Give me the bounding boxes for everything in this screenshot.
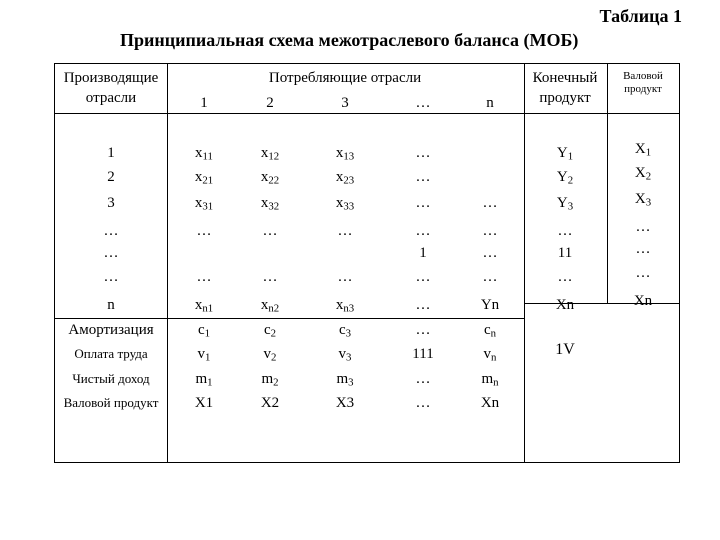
table-cell: $c_3$ bbox=[338, 322, 352, 340]
row-label: … bbox=[103, 269, 119, 285]
gross-product-cell: … bbox=[635, 265, 651, 281]
final-product-cell: $Y_3$ bbox=[556, 195, 574, 213]
table-cell: $x_{n2}$ bbox=[260, 297, 280, 315]
row-label: 3 bbox=[107, 195, 115, 211]
table-cell: $x_{n1}$ bbox=[194, 297, 214, 315]
table-cell: … bbox=[196, 223, 212, 239]
header-producing: Производящие отрасли bbox=[63, 70, 159, 106]
table-cell: Yn bbox=[480, 297, 500, 313]
column-header: 1 bbox=[200, 95, 208, 111]
table-cell: $x_{11}$ bbox=[195, 145, 213, 163]
table-cell: … bbox=[482, 245, 498, 261]
table-cell: … bbox=[337, 223, 353, 239]
table-cell: $x_{31}$ bbox=[194, 195, 214, 213]
row-label: Оплата труда bbox=[74, 346, 148, 361]
table-cell: $c_1$ bbox=[197, 322, 211, 340]
column-header: 3 bbox=[341, 95, 349, 111]
table-cell: $c_n$ bbox=[483, 322, 497, 340]
row-label: Амортизация bbox=[68, 322, 154, 338]
final-product-cell: 11 bbox=[557, 245, 573, 261]
final-product-cell: $Y_2$ bbox=[556, 169, 574, 187]
table-cell: $x_{13}$ bbox=[335, 145, 355, 163]
table-cell: … bbox=[262, 223, 278, 239]
gross-product-cell: $X_1$ bbox=[634, 141, 652, 159]
col-divider bbox=[607, 63, 608, 303]
table-cell: $v_2$ bbox=[263, 346, 277, 364]
table-cell: $x_{33}$ bbox=[335, 195, 355, 213]
table-cell: $x_{22}$ bbox=[260, 169, 280, 187]
final-product-cell: … bbox=[557, 269, 573, 285]
table-cell: … bbox=[415, 395, 431, 411]
gross-product-cell: Xn bbox=[633, 293, 653, 309]
row-label: 1 bbox=[107, 145, 115, 161]
column-header: … bbox=[415, 95, 431, 111]
table-cell: … bbox=[415, 297, 431, 313]
table-cell: … bbox=[262, 269, 278, 285]
table-cell: $m_n$ bbox=[481, 371, 499, 389]
table-cell: … bbox=[415, 371, 431, 387]
row-label: … bbox=[103, 245, 119, 261]
table-cell: … bbox=[482, 195, 498, 211]
table-cell: X1 bbox=[194, 395, 214, 411]
table-cell: … bbox=[337, 269, 353, 285]
col-divider bbox=[167, 63, 168, 463]
table-cell: 111 bbox=[412, 346, 434, 362]
table-cell: $c_2$ bbox=[263, 322, 277, 340]
table-cell: … bbox=[482, 223, 498, 239]
gross-product-cell: … bbox=[635, 241, 651, 257]
table-cell: $v_1$ bbox=[197, 346, 211, 364]
table-cell: $x_{21}$ bbox=[194, 169, 214, 187]
gross-product-cell: $X_2$ bbox=[634, 165, 652, 183]
table-cell: Xn bbox=[480, 395, 500, 411]
table-cell: … bbox=[415, 195, 431, 211]
table-cell: $v_n$ bbox=[483, 346, 497, 364]
row-label: Валовой продукт bbox=[63, 395, 159, 410]
table-cell: … bbox=[415, 169, 431, 185]
gross-product-cell: … bbox=[635, 219, 651, 235]
table-cell: $x_{23}$ bbox=[335, 169, 355, 187]
column-header: n bbox=[486, 95, 494, 111]
final-product-cell: $Y_1$ bbox=[556, 145, 574, 163]
section-iv-label: 1V bbox=[555, 341, 575, 358]
table-cell: … bbox=[415, 322, 431, 338]
table-cell: $v_3$ bbox=[338, 346, 352, 364]
table-cell: $m_1$ bbox=[195, 371, 213, 389]
gross-product-cell: $X_3$ bbox=[634, 191, 652, 209]
column-header: 2 bbox=[266, 95, 274, 111]
col-divider bbox=[524, 63, 525, 463]
table-title: Принципиальная схема межотраслевого баланса (МОБ) bbox=[120, 30, 579, 50]
table-cell: X3 bbox=[335, 395, 355, 411]
header-consuming: Потребляющие отрасли bbox=[268, 70, 422, 86]
header-final: Конечный продукт bbox=[532, 70, 598, 106]
header-divider bbox=[54, 113, 680, 114]
row-label: n bbox=[107, 297, 115, 313]
table-cell: $m_2$ bbox=[261, 371, 279, 389]
table-number: Таблица 1 bbox=[599, 6, 682, 26]
table-cell: … bbox=[196, 269, 212, 285]
table-cell: … bbox=[415, 269, 431, 285]
final-product-cell: Xn bbox=[555, 297, 575, 313]
table-cell: $x_{12}$ bbox=[260, 145, 280, 163]
header-gross: Валовой продукт bbox=[623, 70, 663, 95]
table-cell: $x_{n3}$ bbox=[335, 297, 355, 315]
section-divider bbox=[54, 318, 524, 319]
table-cell: … bbox=[482, 269, 498, 285]
row-label: Чистый доход bbox=[72, 371, 150, 386]
table-cell: … bbox=[415, 223, 431, 239]
row-label: … bbox=[103, 223, 119, 239]
table-cell: X2 bbox=[260, 395, 280, 411]
table-cell: … bbox=[415, 145, 431, 161]
table-cell: $x_{32}$ bbox=[260, 195, 280, 213]
table-cell: 1 bbox=[419, 245, 427, 261]
row-label: 2 bbox=[107, 169, 115, 185]
final-product-cell: … bbox=[557, 223, 573, 239]
section-divider bbox=[524, 303, 680, 304]
table-cell: $m_3$ bbox=[336, 371, 354, 389]
